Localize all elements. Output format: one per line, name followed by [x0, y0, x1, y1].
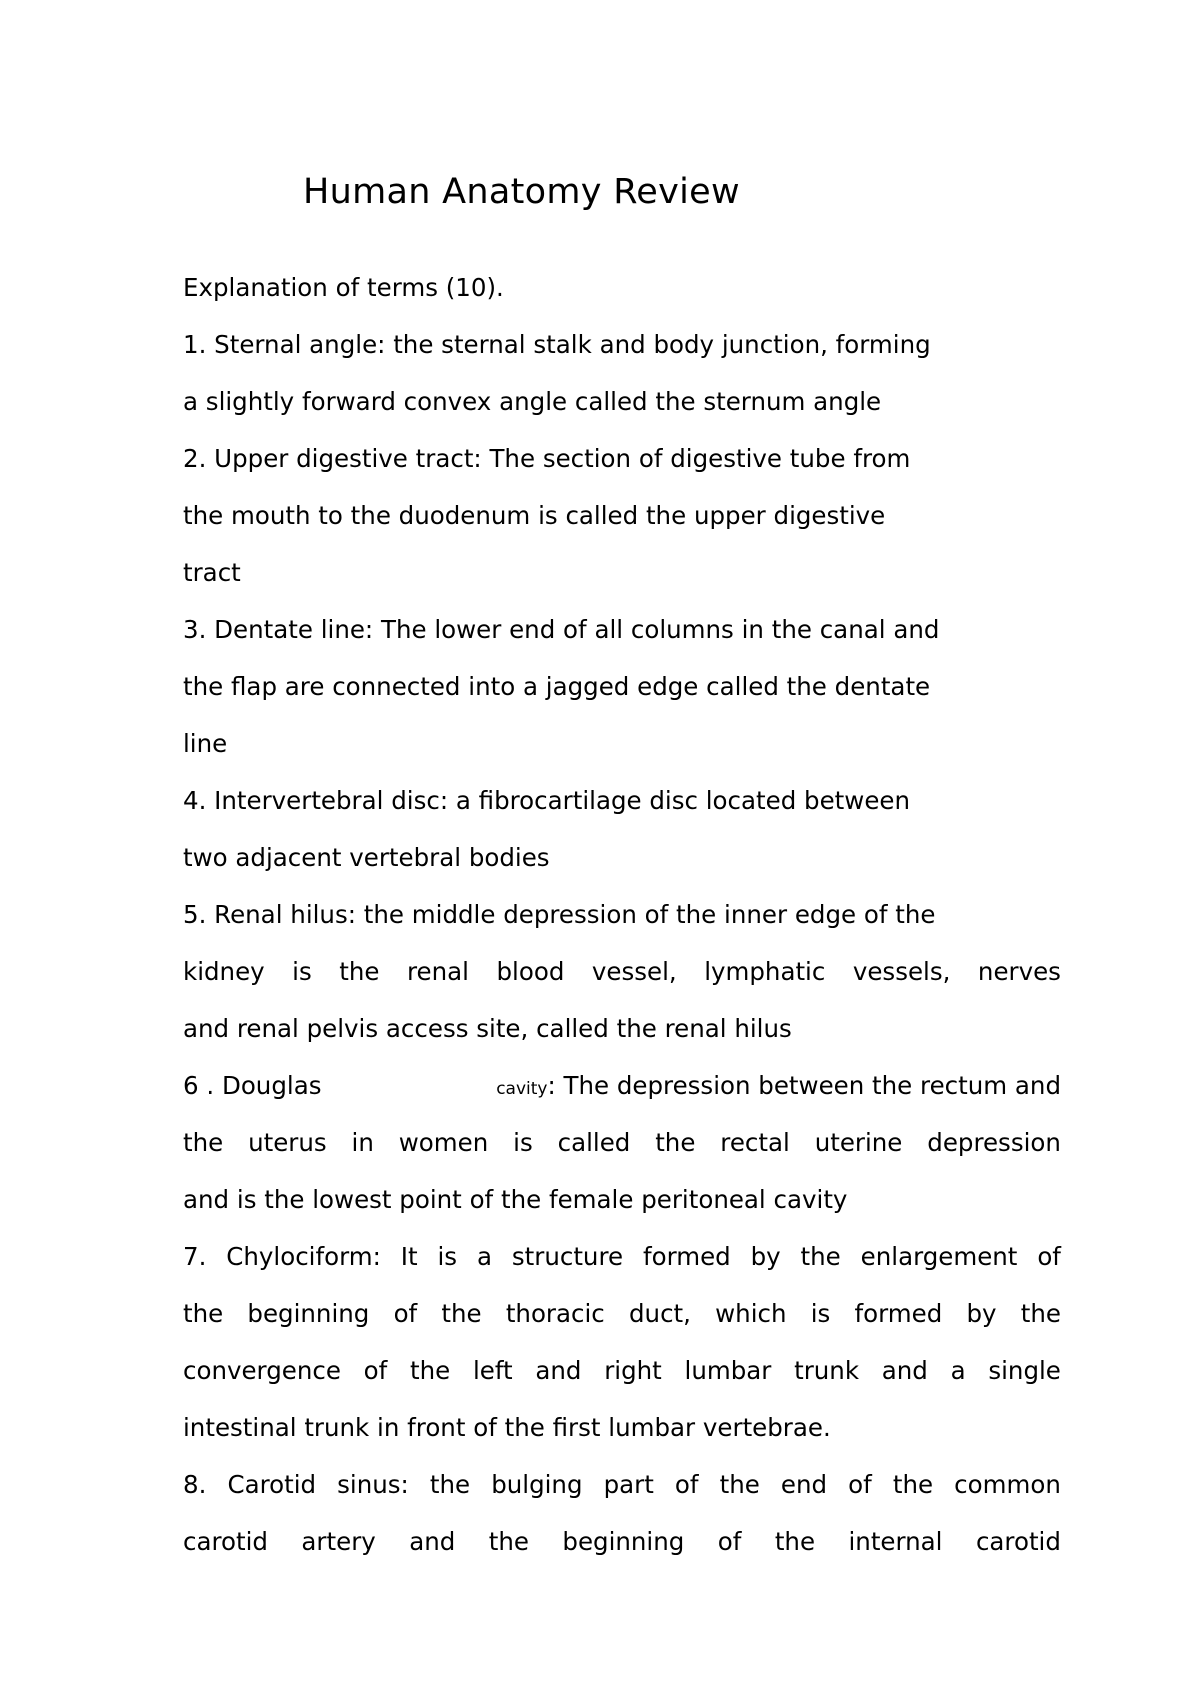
word: of — [674, 1470, 699, 1499]
word: Carotid — [227, 1470, 317, 1499]
word: the — [410, 1356, 451, 1385]
word: renal — [407, 957, 469, 986]
word: is — [810, 1299, 831, 1328]
word: carotid — [183, 1527, 268, 1556]
word: blood — [496, 957, 565, 986]
word: common — [954, 1470, 1061, 1499]
word: vessel, — [591, 957, 677, 986]
word: the — [339, 957, 380, 986]
word: Chylociform: — [226, 1242, 381, 1271]
word: the — [183, 1128, 224, 1157]
word: a — [950, 1356, 966, 1385]
term-2-line-2: the mouth to the duodenum is called the upper digestive — [183, 501, 886, 530]
term-7-line-2 — [183, 1285, 1061, 1342]
page-title: Human Anatomy Review — [303, 172, 740, 212]
word: women — [398, 1128, 489, 1157]
word: the — [488, 1527, 529, 1556]
term-6-suffix: : The depression between the rectum and — [547, 1071, 1061, 1100]
word: thoracic — [505, 1299, 605, 1328]
word: uterine — [814, 1128, 903, 1157]
word: the — [892, 1470, 934, 1499]
word: formed — [854, 1299, 943, 1328]
word: duct, — [628, 1299, 691, 1328]
word: It — [400, 1242, 418, 1271]
word: trunk — [794, 1356, 860, 1385]
word: nerves — [977, 957, 1061, 986]
word: bulging — [491, 1470, 583, 1499]
word: kidney — [183, 957, 265, 986]
term-2-line-1: 2. Upper digestive tract: The section of digestive tube from — [183, 444, 911, 473]
word: 7. — [183, 1242, 207, 1271]
word: internal — [848, 1527, 943, 1556]
term-8-line-2 — [183, 1513, 1061, 1570]
word: is — [437, 1242, 458, 1271]
word: formed — [642, 1242, 731, 1271]
word: left — [472, 1356, 513, 1385]
word: beginning — [247, 1299, 370, 1328]
word: of — [393, 1299, 418, 1328]
word: is — [513, 1128, 533, 1157]
word: the — [774, 1527, 816, 1556]
word: right — [604, 1356, 662, 1385]
word: structure — [511, 1242, 624, 1271]
word: rectal — [720, 1128, 790, 1157]
term-1-line-1: 1. Sternal angle: the sternal stalk and body junction, forming — [183, 330, 931, 359]
word: end — [780, 1470, 828, 1499]
term-5-line-1: 5. Renal hilus: the middle depression of the inner edge of the — [183, 900, 936, 929]
word: and — [535, 1356, 582, 1385]
word: artery — [301, 1527, 376, 1556]
word: single — [988, 1356, 1061, 1385]
word: the — [1020, 1299, 1061, 1328]
word: beginning — [562, 1527, 685, 1556]
intro-line: Explanation of terms (10). — [183, 273, 504, 302]
word: a — [476, 1242, 492, 1271]
term-3-line-3: line — [183, 729, 228, 758]
word: the — [429, 1470, 471, 1499]
word: of — [1037, 1242, 1061, 1271]
word: by — [750, 1242, 781, 1271]
word: the — [800, 1242, 841, 1271]
word: by — [966, 1299, 997, 1328]
term-7-line-3 — [183, 1342, 1061, 1399]
term-4-line-1: 4. Intervertebral disc: a fibrocartilage disc located between — [183, 786, 910, 815]
word: the — [441, 1299, 482, 1328]
term-6-line-2 — [183, 1114, 1061, 1171]
term-6-prefix: 6 . Douglas — [183, 1071, 322, 1100]
word: is — [292, 957, 312, 986]
word: the — [183, 1299, 224, 1328]
word: the — [655, 1128, 696, 1157]
word: depression — [927, 1128, 1061, 1157]
word: in — [351, 1128, 374, 1157]
word: uterus — [248, 1128, 327, 1157]
term-7-line-4: intestinal trunk in front of the first lumbar vertebrae. — [183, 1413, 831, 1442]
word: the — [719, 1470, 760, 1499]
term-6-line-3: and is the lowest point of the female peritoneal cavity — [183, 1185, 848, 1214]
term-3-line-1: 3. Dentate line: The lower end of all columns in the canal and — [183, 615, 940, 644]
word: convergence — [183, 1356, 341, 1385]
term-6-line-1 — [183, 1057, 1061, 1114]
term-6-small-word: cavity — [496, 1079, 548, 1099]
term-6-rest — [496, 1057, 1061, 1114]
word: part — [603, 1470, 654, 1499]
word: called — [557, 1128, 631, 1157]
word: of — [363, 1356, 388, 1385]
word: and — [409, 1527, 456, 1556]
term-2-line-3: tract — [183, 558, 241, 587]
term-1-line-2: a slightly forward convex angle called the sternum angle — [183, 387, 882, 416]
word: 8. — [183, 1470, 207, 1499]
word: vessels, — [852, 957, 951, 986]
word: and — [881, 1356, 928, 1385]
word: carotid — [975, 1527, 1061, 1556]
term-4-line-2: two adjacent vertebral bodies — [183, 843, 550, 872]
term-5-line-2 — [183, 943, 1061, 1000]
word: enlargement — [860, 1242, 1018, 1271]
term-5-line-3: and renal pelvis access site, called the renal hilus — [183, 1014, 792, 1043]
document-body — [183, 259, 1061, 1570]
term-8-line-1 — [183, 1456, 1061, 1513]
word: lumbar — [684, 1356, 772, 1385]
word: of — [848, 1470, 872, 1499]
word: lymphatic — [704, 957, 826, 986]
word: of — [717, 1527, 742, 1556]
word: sinus: — [337, 1470, 409, 1499]
word: which — [715, 1299, 787, 1328]
term-3-line-2: the flap are connected into a jagged edge called the dentate — [183, 672, 931, 701]
term-7-line-1 — [183, 1228, 1061, 1285]
